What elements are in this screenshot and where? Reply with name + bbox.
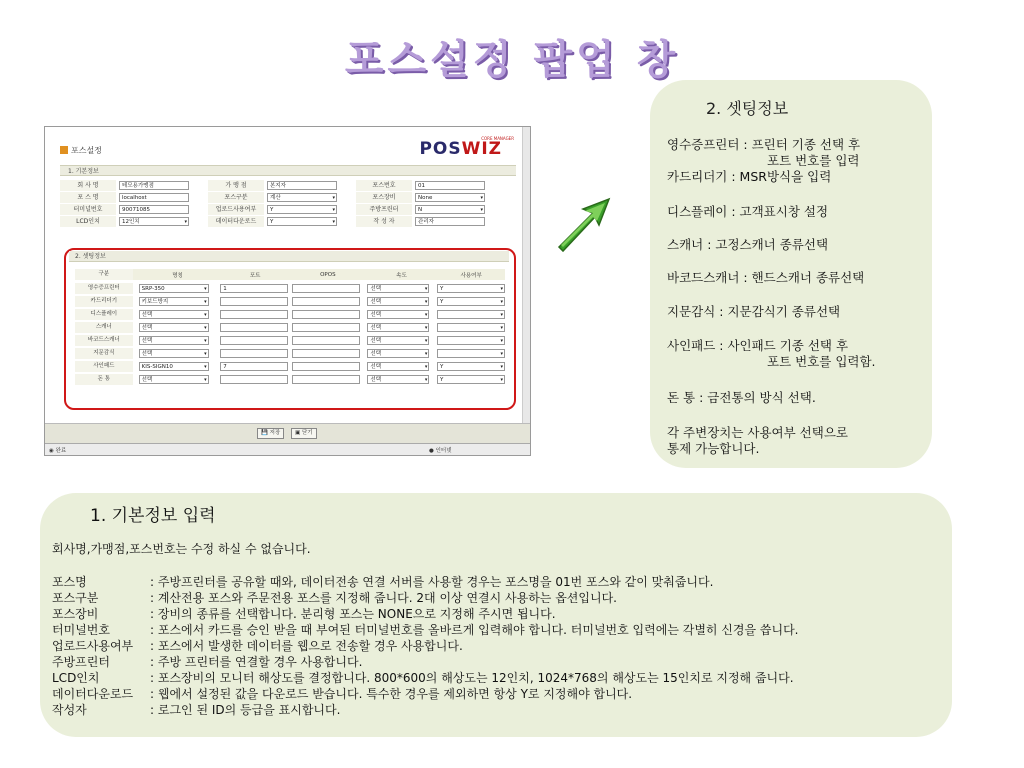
device-cell — [133, 349, 217, 358]
table-header-cell: 포트 — [249, 272, 261, 279]
device-cell — [363, 323, 435, 332]
section-basic-info: 1. 기본정보 — [60, 165, 516, 176]
select-field[interactable]: Y ▾ — [267, 217, 337, 226]
device-cell — [435, 375, 505, 384]
basic-info-row — [60, 215, 516, 227]
basic-info-desc-row — [52, 701, 340, 718]
device-cell — [290, 310, 364, 319]
input-field[interactable]: localhost — [119, 193, 189, 202]
status-right-text: 인터넷 — [435, 448, 452, 454]
field-label: 주방프린터 — [356, 204, 412, 215]
basic-info-desc-row — [52, 621, 799, 638]
rp-line: 포트 번호를 입력함. — [767, 354, 876, 369]
rp-line: 영수증프린터 : 프린터 기종 선택 후 — [667, 137, 861, 152]
input-field[interactable]: 관리자 — [415, 217, 485, 226]
select-field[interactable]: 선택 ▾ — [367, 297, 429, 306]
rp-line: 스캐너 : 고정스캐너 종류선택 — [667, 237, 829, 252]
table-header-cell: OPOS — [320, 271, 336, 278]
select-field[interactable]: KIS-SIGN10 ▾ — [139, 362, 209, 371]
field-label: LCD인치 — [60, 216, 116, 227]
device-cell — [216, 349, 290, 358]
settings-panel-title: 2. 셋팅정보 — [706, 99, 789, 118]
device-cell — [216, 362, 290, 371]
device-name: 스캐너 — [75, 322, 133, 333]
poswiz-logo — [419, 136, 514, 159]
window-header — [50, 133, 522, 163]
window-title-text: 포스설정 — [71, 146, 102, 155]
table-row — [75, 373, 505, 386]
device-cell — [133, 375, 217, 384]
device-cell — [216, 323, 290, 332]
table-header-cell: 명칭 — [172, 272, 183, 279]
desc-key: 포스구분 — [52, 591, 99, 605]
desc-key: LCD인치 — [52, 671, 100, 685]
input-field[interactable] — [220, 375, 288, 384]
table-row — [75, 308, 505, 321]
table-row — [75, 334, 505, 347]
input-field[interactable] — [292, 284, 360, 293]
field-label: 회 사 명 — [60, 180, 116, 191]
select-field[interactable]: 선택 ▾ — [367, 284, 429, 293]
field-label: 포스번호 — [356, 180, 412, 191]
table-row — [75, 282, 505, 295]
device-name: 돈 통 — [75, 374, 133, 385]
select-field[interactable]: 선택 ▾ — [139, 349, 209, 358]
select-field[interactable]: 선택 ▾ — [367, 336, 429, 345]
device-cell — [435, 336, 505, 345]
input-field[interactable] — [292, 349, 360, 358]
input-field[interactable]: 01 — [415, 181, 485, 190]
basic-info-desc-row — [52, 637, 463, 654]
rp-line: 통제 가능합니다. — [667, 441, 760, 456]
device-cell — [435, 323, 505, 332]
save-button[interactable]: 💾 저장 — [257, 428, 284, 439]
device-cell — [435, 349, 505, 358]
input-field[interactable] — [220, 310, 288, 319]
input-field[interactable] — [220, 349, 288, 358]
select-field[interactable]: 선택 ▾ — [367, 375, 429, 384]
basic-info-desc-row — [52, 589, 617, 606]
select-field[interactable]: 선택 ▾ — [367, 362, 429, 371]
field-label: 데이터다운로드 — [208, 216, 264, 227]
basic-info-row — [60, 179, 516, 191]
field-value-cell — [412, 217, 504, 226]
pos-settings-window — [44, 126, 531, 456]
device-cell — [435, 284, 505, 293]
select-field[interactable] — [437, 349, 505, 358]
basic-info-desc-row — [52, 573, 713, 590]
select-field[interactable]: Y ▾ — [437, 297, 505, 306]
desc-value: : 주방프린터를 공유할 때와, 데이터전송 연결 서버를 사용할 경우는 포스명을 01번 포스와 같이 맞춰줍니다. — [150, 575, 714, 589]
input-field[interactable]: 테모용가맹점 — [119, 181, 189, 190]
rp-line: 돈 통 : 금전통의 방식 선택. — [667, 390, 816, 405]
slide-title: 포스설정 팝업 창 — [344, 37, 680, 83]
device-cell — [290, 375, 364, 384]
logo-pos: POS — [419, 139, 462, 159]
field-value-cell — [264, 193, 356, 202]
device-cell — [435, 362, 505, 371]
field-value-cell — [264, 181, 356, 190]
desc-value: : 웹에서 설정된 값을 다운로드 받습니다. 특수한 경우를 제외하면 항상 Y로 지정해야 합니다. — [150, 687, 633, 701]
save-button-label: 저장 — [269, 430, 281, 436]
field-value-cell — [116, 193, 208, 202]
basic-panel-title: 1. 기본정보 입력 — [90, 506, 216, 526]
device-cell — [363, 284, 435, 293]
input-field[interactable] — [292, 336, 360, 345]
logo-wiz: WIZ — [461, 139, 502, 159]
select-field[interactable]: 선택 ▾ — [367, 349, 429, 358]
input-field[interactable]: 본지자 — [267, 181, 337, 190]
table-row — [75, 321, 505, 334]
select-field[interactable]: N ▾ — [415, 205, 485, 214]
select-field[interactable]: Y ▾ — [437, 362, 505, 371]
right-arrow-icon — [553, 195, 613, 255]
device-cell — [133, 323, 217, 332]
device-cell — [290, 349, 364, 358]
table-header-cell: 사용여부 — [460, 272, 482, 279]
basic-info-desc-row — [52, 669, 794, 686]
device-cell — [133, 336, 217, 345]
select-field[interactable]: 선택 ▾ — [139, 310, 209, 319]
input-field[interactable]: 90071085 — [119, 205, 189, 214]
device-name: 카드리더기 — [75, 296, 133, 307]
select-field[interactable]: Y ▾ — [437, 375, 505, 384]
status-left-text: 완료 — [55, 448, 67, 454]
device-cell — [363, 310, 435, 319]
device-cell — [133, 362, 217, 371]
field-value-cell — [412, 193, 504, 202]
device-table — [75, 282, 505, 386]
basic-info-row — [60, 203, 516, 215]
close-button[interactable]: ▣ 닫기 — [291, 428, 317, 439]
select-field[interactable]: Y ▾ — [267, 205, 337, 214]
device-cell — [133, 297, 217, 306]
device-cell — [216, 310, 290, 319]
device-cell — [216, 297, 290, 306]
rp-line: 각 주변장치는 사용여부 선택으로 — [667, 425, 848, 440]
field-label: 포스장비 — [356, 192, 412, 203]
field-value-cell — [412, 181, 504, 190]
field-label: 터미널번호 — [60, 204, 116, 215]
close-button-label: 닫기 — [301, 430, 313, 436]
device-cell — [435, 297, 505, 306]
device-cell — [363, 349, 435, 358]
table-row — [75, 347, 505, 360]
field-label: 가 맹 점 — [208, 180, 264, 191]
device-name: 바코드스캐너 — [75, 335, 133, 346]
device-cell — [290, 297, 364, 306]
desc-key: 작성자 — [52, 703, 87, 717]
select-field[interactable]: 선택 ▾ — [139, 375, 209, 384]
input-field[interactable]: 7 — [220, 362, 288, 371]
select-field[interactable]: 계산 ▾ — [267, 193, 337, 202]
desc-key: 데이터다운로드 — [52, 687, 134, 701]
field-value-cell — [116, 217, 208, 226]
field-label: 작 성 자 — [356, 216, 412, 227]
settings-info-panel — [650, 80, 932, 468]
field-label: 업로드사용여부 — [208, 204, 264, 215]
device-cell — [363, 297, 435, 306]
device-cell — [216, 375, 290, 384]
select-field[interactable] — [437, 310, 505, 319]
field-value-cell — [116, 181, 208, 190]
input-field[interactable] — [220, 336, 288, 345]
select-field[interactable]: None ▾ — [415, 193, 485, 202]
window-footer — [45, 423, 530, 443]
rp-line: 포트 번호를 입력 — [767, 153, 860, 168]
device-cell — [363, 336, 435, 345]
input-field[interactable] — [220, 297, 288, 306]
device-name: 지문감식 — [75, 348, 133, 359]
desc-key: 포스장비 — [52, 607, 99, 621]
desc-key: 터미널번호 — [52, 623, 110, 637]
device-table-header — [75, 269, 505, 280]
input-field[interactable] — [292, 323, 360, 332]
desc-value: : 포스에서 발생한 데이터를 웹으로 전송할 경우 사용합니다. — [150, 639, 463, 653]
desc-value: : 포스장비의 모니터 해상도를 결정합니다. 800*600의 해상도는 12인치, 1024*768의 해상도는 15인치로 지정해 줍니다. — [150, 671, 794, 685]
basic-info-grid — [60, 179, 516, 227]
table-row — [75, 295, 505, 308]
select-field[interactable]: SRP-350 ▾ — [139, 284, 209, 293]
input-field[interactable] — [220, 323, 288, 332]
table-header-cell: 속도 — [396, 272, 407, 279]
input-field[interactable] — [292, 310, 360, 319]
table-header-cell: 구분 — [75, 269, 133, 280]
desc-key: 업로드사용여부 — [52, 639, 134, 653]
input-field[interactable] — [292, 297, 360, 306]
rp-line: 디스플레이 : 고객표시창 설정 — [667, 204, 829, 219]
rp-line: 사인패드 : 사인패드 기종 선택 후 — [667, 338, 849, 353]
status-left: ◉ 완료 — [49, 448, 67, 454]
select-field[interactable]: 키보드방지 ▾ — [139, 297, 209, 306]
window-title — [60, 145, 102, 156]
device-cell — [290, 323, 364, 332]
device-cell — [133, 310, 217, 319]
select-field[interactable]: Y ▾ — [437, 284, 505, 293]
status-right: ● 인터넷 — [429, 448, 452, 454]
table-row — [75, 360, 505, 373]
section-settings-info: 2. 셋팅정보 — [69, 251, 509, 262]
basic-info-desc-row — [52, 685, 632, 702]
device-cell — [133, 284, 217, 293]
input-field[interactable] — [292, 375, 360, 384]
device-name: 영수증프린터 — [75, 283, 133, 294]
field-label: 포스구분 — [208, 192, 264, 203]
select-field[interactable]: 선택 ▾ — [367, 323, 429, 332]
desc-value: : 로그인 된 ID의 등급을 표시합니다. — [150, 703, 341, 717]
desc-key: 포스명 — [52, 575, 87, 589]
logo-sub: CORE MANAGER — [481, 136, 514, 141]
rp-line: 바코드스캐너 : 핸드스캐너 종류선택 — [667, 270, 865, 285]
desc-value: : 포스에서 카드를 승인 받을 때 부여된 터미널번호를 올바르게 입력해야 합니다. 터미널번호 입력에는 각별히 신경을 씁니다. — [150, 623, 799, 637]
field-value-cell — [412, 205, 504, 214]
desc-value: : 계산전용 포스와 주문전용 포스를 지정해 줍니다. 2대 이상 연결시 사용하는 옵션입니다. — [150, 591, 617, 605]
device-name: 사인패드 — [75, 361, 133, 372]
select-field[interactable]: 선택 ▾ — [367, 310, 429, 319]
basic-info-desc-row — [52, 605, 556, 622]
device-cell — [435, 310, 505, 319]
basic-info-row — [60, 191, 516, 203]
rp-line: 지문감식 : 지문감식기 종류선택 — [667, 304, 841, 319]
basic-info-panel — [40, 493, 952, 737]
input-field[interactable] — [292, 362, 360, 371]
device-cell — [216, 284, 290, 293]
field-value-cell — [264, 205, 356, 214]
device-cell — [290, 336, 364, 345]
basic-panel-intro: 회사명,가맹점,포스번호는 수정 하실 수 없습니다. — [52, 542, 311, 556]
input-field[interactable]: 1 — [220, 284, 288, 293]
desc-value: : 주방 프린터를 연결할 경우 사용합니다. — [150, 655, 363, 669]
select-field[interactable]: 선택 ▾ — [139, 323, 209, 332]
desc-key: 주방프린터 — [52, 655, 110, 669]
desc-value: : 장비의 종류를 선택합니다. 분리형 포스는 NONE으로 지정해 주시면 됩니다. — [150, 607, 556, 621]
select-field[interactable]: 선택 ▾ — [139, 336, 209, 345]
basic-info-desc-row — [52, 653, 362, 670]
device-cell — [290, 362, 364, 371]
field-label: 포 스 명 — [60, 192, 116, 203]
field-value-cell — [116, 205, 208, 214]
device-name: 디스플레이 — [75, 309, 133, 320]
settings-icon — [60, 146, 68, 154]
browser-statusbar — [45, 443, 530, 455]
rp-line: 카드리더기 : MSR방식을 입력 — [667, 169, 832, 184]
select-field[interactable] — [437, 336, 505, 345]
select-field[interactable] — [437, 323, 505, 332]
device-cell — [363, 375, 435, 384]
device-cell — [290, 284, 364, 293]
window-scrollbar[interactable] — [522, 127, 530, 423]
select-field[interactable]: 12인치 ▾ — [119, 217, 189, 226]
field-value-cell — [264, 217, 356, 226]
device-cell — [216, 336, 290, 345]
device-cell — [363, 362, 435, 371]
